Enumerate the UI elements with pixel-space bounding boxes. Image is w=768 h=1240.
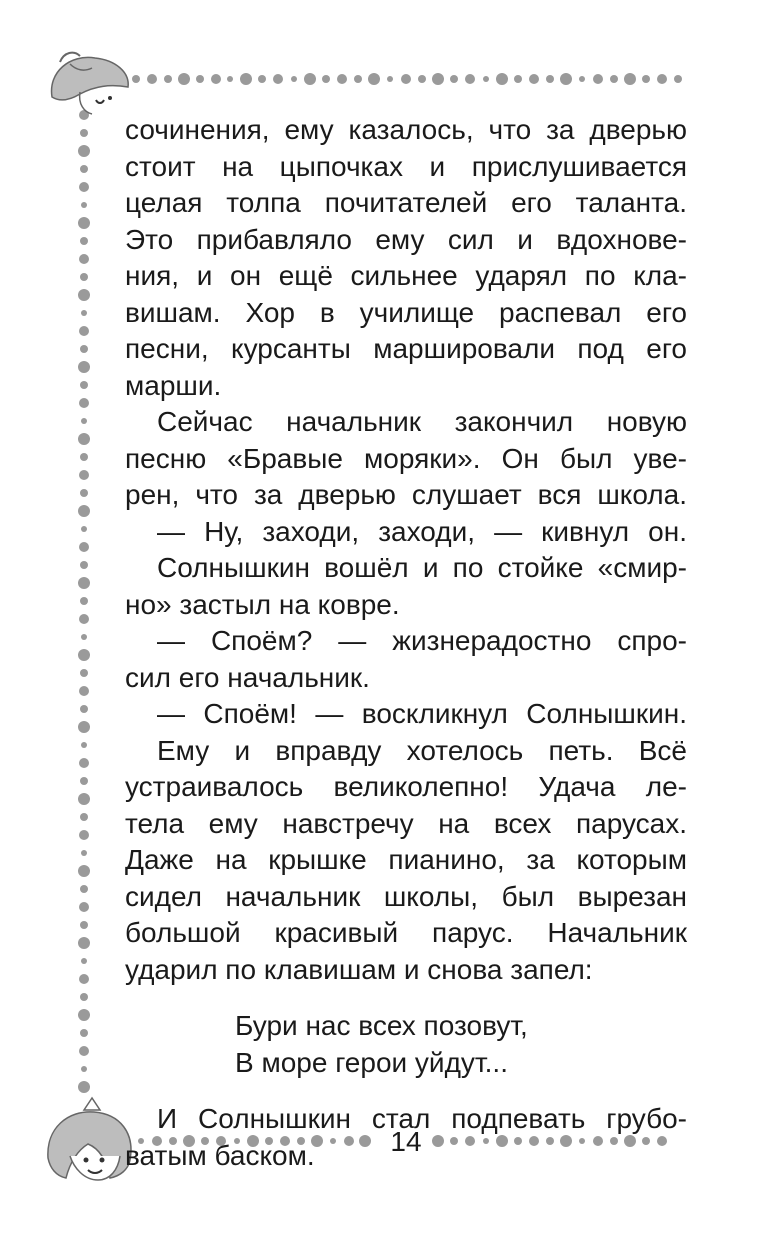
text-line: тела ему навстречу на всех парусах. xyxy=(125,807,687,839)
text-line: — Споём? — жизнерадостно спро- xyxy=(157,625,687,656)
text-line: рен, что за дверью слушает вся школа. xyxy=(125,479,687,510)
page-number: 14 xyxy=(390,1126,422,1157)
page-body-text xyxy=(125,112,687,1174)
text-line: И Солнышкин стал подпевать грубо- xyxy=(157,1103,687,1134)
text-line: Сейчас начальник закончил новую xyxy=(157,406,687,437)
text-line: вишам. Хор в училище распевал его xyxy=(125,296,687,328)
text-line: ватым баском. xyxy=(125,1139,315,1171)
text-line: устраивалось великолепно! Удача ле- xyxy=(125,771,687,802)
girl-face-top-icon xyxy=(40,42,140,122)
text-line: но» застыл на ковре. xyxy=(125,588,400,620)
text-line: ния, и он ещё сильнее ударял по кла- xyxy=(125,260,687,291)
text-line: марши. xyxy=(125,369,222,401)
text-line: Ему и вправду хотелось петь. Всё xyxy=(157,734,687,766)
text-line: сидел начальник школы, был вырезан xyxy=(125,880,687,912)
text-line: песню «Бравые моряки». Он был уве- xyxy=(125,442,687,474)
text-line: сочинения, ему казалось, что за дверью xyxy=(125,114,687,145)
text-line: — Споём! — воскликнул Солнышкин. xyxy=(157,698,687,729)
text-line: большой красивый парус. Начальник xyxy=(125,917,687,948)
text-line: Солнышкин вошёл и по стойке «смир- xyxy=(157,552,687,583)
left-dotted-border xyxy=(70,105,98,1145)
verse-line: Бури нас всех позовут, xyxy=(235,1010,528,1041)
text-line: Это прибавляло ему сил и вдохнове- xyxy=(125,223,687,255)
verse-line: В море герои уйдут... xyxy=(235,1046,508,1078)
text-line: целая толпа почитателей его таланта. xyxy=(125,187,687,218)
top-dotted-border xyxy=(130,68,690,90)
text-line: — Ну, заходи, заходи, — кивнул он. xyxy=(157,515,687,547)
text-line: Даже на крышке пианино, за которым xyxy=(125,844,687,875)
text-line: сил его начальник. xyxy=(125,661,370,693)
text-line: песни, курсанты маршировали под его xyxy=(125,333,687,364)
text-line: стоит на цыпочках и прислушивается xyxy=(125,150,687,182)
text-line: ударил по клавишам и снова запел: xyxy=(125,953,593,985)
